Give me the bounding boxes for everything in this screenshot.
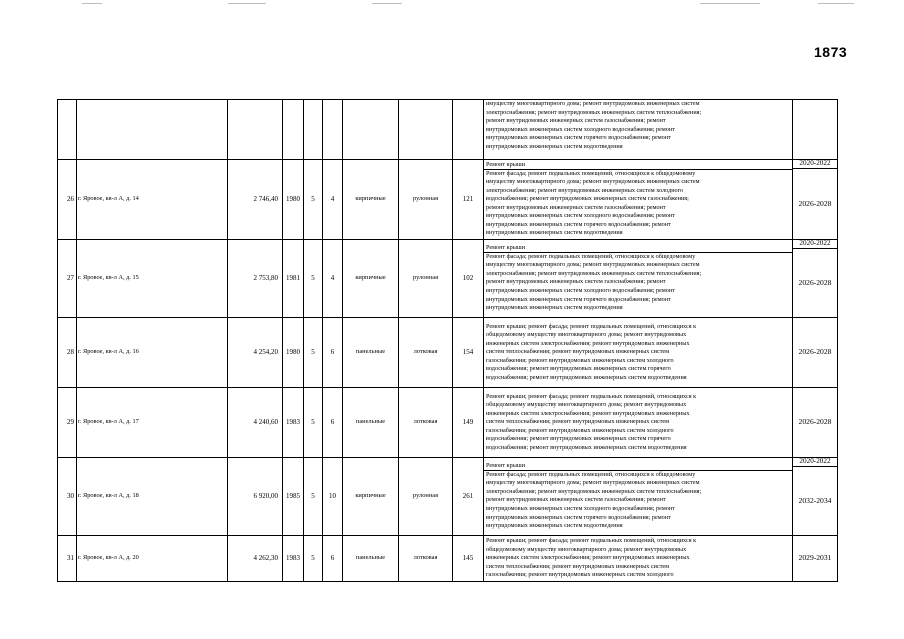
build-year: 1980 xyxy=(283,160,304,240)
table-row xyxy=(58,388,838,458)
repair-works-cell xyxy=(484,100,793,160)
floor-count: 5 xyxy=(304,388,323,458)
roof-repair-item: Ремонт крыши xyxy=(484,244,792,253)
repair-work-line: инженерных систем электроснабжения; ремонт внутридомовых инженерных xyxy=(486,554,690,562)
roof-repair-item: Ремонт крыши xyxy=(484,462,792,471)
repair-work-line: электроснабжения; ремонт внутридомовых инженерных систем теплоснабжения; xyxy=(486,269,702,277)
floor-count: 5 xyxy=(304,240,323,318)
repair-work-line: внутридомовых инженерных систем водоотведения xyxy=(486,304,623,312)
repair-works-cell xyxy=(484,536,793,582)
wall-material: кирпичные xyxy=(343,160,399,240)
house-address xyxy=(77,100,228,160)
repair-period-cell xyxy=(793,458,838,536)
roof-type: рулонная xyxy=(399,240,453,318)
entrance-count: 4 xyxy=(323,240,343,318)
wall-material: панельные xyxy=(343,318,399,388)
repair-period-cell xyxy=(793,100,838,160)
scan-noise-line xyxy=(82,3,102,4)
scan-noise-line xyxy=(700,3,760,4)
wall-material: панельные xyxy=(343,388,399,458)
row-number: 28 xyxy=(58,318,77,388)
repair-work-line: инженерных систем электроснабжения; ремонт внутридомовых инженерных xyxy=(486,339,690,347)
house-address: г. Яровое, кв-л А, д. 17 xyxy=(77,388,228,458)
repair-work-line: водоснабжения; ремонт внутридомовых инженерных систем водоотведения xyxy=(486,373,687,381)
repair-period-cell xyxy=(793,160,838,240)
floor-count: 5 xyxy=(304,160,323,240)
repair-work-line: имуществу многоквартирного дома; ремонт внутридомовых инженерных систем xyxy=(486,261,700,269)
table-row xyxy=(58,536,838,582)
house-address: г. Яровое, кв-л А, д. 15 xyxy=(77,240,228,318)
build-year xyxy=(283,100,304,160)
repair-work-line: водоснабжения; ремонт внутридомовых инженерных систем горячего xyxy=(486,435,671,443)
repair-period: 2032-2034 xyxy=(798,495,832,505)
repair-period-cell xyxy=(793,240,838,318)
floor-count: 5 xyxy=(304,318,323,388)
roof-type xyxy=(399,100,453,160)
build-year: 1981 xyxy=(283,240,304,318)
repair-work-line: ремонт внутридомовых инженерных систем газоснабжения; ремонт xyxy=(486,117,666,125)
entrance-count: 6 xyxy=(323,318,343,388)
repair-work-line: общедомовому имуществу многоквартирного дома; ремонт внутридомовых xyxy=(486,545,687,553)
repair-work-line: водоснабжения; ремонт внутридомовых инженерных систем водоотведения xyxy=(486,443,687,451)
page-number: 1873 xyxy=(814,44,848,60)
repair-work-line: внутридомовых инженерных систем водоотведения xyxy=(486,142,623,150)
apartment-count: 261 xyxy=(453,458,484,536)
total-area: 4 240,60 xyxy=(228,388,283,458)
apartment-count: 102 xyxy=(453,240,484,318)
repair-work-line: внутридомовых инженерных систем горячего водоснабжения; ремонт xyxy=(486,295,671,303)
roof-type: лотковая xyxy=(399,318,453,388)
house-address: г. Яровое, кв-л А, д. 14 xyxy=(77,160,228,240)
repair-period-cell: 2026-2028 xyxy=(793,318,838,388)
repair-work-line: Ремонт крыши; ремонт фасада; ремонт подвальных помещений, относящихся к xyxy=(486,322,697,330)
repair-work-line: Ремонт крыши; ремонт фасада; ремонт подвальных помещений, относящихся к xyxy=(486,392,697,400)
floor-count: 5 xyxy=(304,458,323,536)
build-year: 1983 xyxy=(283,388,304,458)
apartment-count xyxy=(453,100,484,160)
table-row xyxy=(58,318,838,388)
repair-works-cell xyxy=(484,240,793,318)
repair-work-line: электроснабжения; ремонт внутридомовых инженерных систем холодного xyxy=(486,186,684,194)
row-number: 30 xyxy=(58,458,77,536)
build-year: 1980 xyxy=(283,318,304,388)
repair-work-line: внутридомовых инженерных систем холодного водоснабжения; ремонт xyxy=(486,125,675,133)
entrance-count: 4 xyxy=(323,160,343,240)
repair-work-line: внутридомовых инженерных систем горячего водоснабжения; ремонт xyxy=(486,513,671,521)
repair-work-line: ремонт внутридомовых инженерных систем газоснабжения; ремонт xyxy=(486,496,666,504)
entrance-count: 6 xyxy=(323,388,343,458)
repair-works-cell xyxy=(484,458,793,536)
row-number: 31 xyxy=(58,536,77,582)
repair-period-cell: 2026-2028 xyxy=(793,388,838,458)
repair-work-line: внутридомовых инженерных систем горячего водоснабжения; ремонт xyxy=(486,134,671,142)
repair-work-line: общедомовому имуществу многоквартирного дома; ремонт внутридомовых xyxy=(486,401,687,409)
house-address: г. Яровое, кв-л А, д. 16 xyxy=(77,318,228,388)
row-number: 26 xyxy=(58,160,77,240)
total-area: 6 920,00 xyxy=(228,458,283,536)
apartment-count: 121 xyxy=(453,160,484,240)
repair-work-line: имуществу многоквартирного дома; ремонт внутридомовых инженерных систем xyxy=(486,178,700,186)
entrance-count: 10 xyxy=(323,458,343,536)
repair-works-cell xyxy=(484,160,793,240)
roof-repair-period: 2020-2022 xyxy=(793,240,837,249)
repair-work-line: систем теплоснабжения; ремонт внутридомовых инженерных систем xyxy=(486,562,670,570)
wall-material xyxy=(343,100,399,160)
entrance-count xyxy=(323,100,343,160)
repair-period: 2026-2028 xyxy=(798,198,832,208)
roof-repair-period: 2020-2022 xyxy=(793,458,837,467)
repair-work-line: водоснабжения; ремонт внутридомовых инженерных систем горячего xyxy=(486,365,671,373)
repair-work-line: ремонт внутридомовых инженерных систем газоснабжения; ремонт xyxy=(486,278,666,286)
table-row xyxy=(58,240,838,318)
repair-work-line: инженерных систем электроснабжения; ремонт внутридомовых инженерных xyxy=(486,409,690,417)
roof-type: рулонная xyxy=(399,160,453,240)
repair-work-line: водоснабжения; ремонт внутридомовых инженерных систем газоснабжения; xyxy=(486,195,689,203)
total-area: 2 746,40 xyxy=(228,160,283,240)
roof-repair-item: Ремонт крыши xyxy=(484,161,792,170)
total-area: 4 262,30 xyxy=(228,536,283,582)
row-number: 29 xyxy=(58,388,77,458)
total-area: 4 254,20 xyxy=(228,318,283,388)
table-row xyxy=(58,458,838,536)
scan-noise-line xyxy=(372,3,402,4)
repair-work-line: электроснабжения; ремонт внутридомовых инженерных систем теплоснабжения; xyxy=(486,108,702,116)
repair-work-line: систем теплоснабжения; ремонт внутридомовых инженерных систем xyxy=(486,348,670,356)
roof-repair-period: 2020-2022 xyxy=(793,160,837,169)
total-area xyxy=(228,100,283,160)
repair-work-line: внутридомовых инженерных систем водоотведения xyxy=(486,522,623,530)
repair-work-line: общедомовому имуществу многоквартирного дома; ремонт внутридомовых xyxy=(486,331,687,339)
house-address: г. Яровое, кв-л А, д. 18 xyxy=(77,458,228,536)
repair-work-line: Ремонт фасада; ремонт подвальных помещений, относящихся к общедомовому xyxy=(486,169,696,177)
table-row xyxy=(58,160,838,240)
repair-period-cell: 2029-2031 xyxy=(793,536,838,582)
apartment-count: 154 xyxy=(453,318,484,388)
repair-work-line: внутридомовых инженерных систем холодного водоснабжения; ремонт xyxy=(486,287,675,295)
table-row xyxy=(58,100,838,160)
repair-work-line: газоснабжения; ремонт внутридомовых инженерных систем холодного xyxy=(486,426,674,434)
wall-material: кирпичные xyxy=(343,458,399,536)
housing-repair-table xyxy=(57,99,838,582)
repair-works-cell xyxy=(484,318,793,388)
apartment-count: 149 xyxy=(453,388,484,458)
repair-work-line: имуществу многоквартирного дома; ремонт внутридомовых инженерных систем xyxy=(486,100,700,107)
repair-work-line: электроснабжения; ремонт внутридомовых инженерных систем теплоснабжения; xyxy=(486,487,702,495)
scan-noise-line xyxy=(228,3,266,4)
repair-work-line: внутридомовых инженерных систем горячего водоснабжения; ремонт xyxy=(486,220,671,228)
repair-work-line: внутридомовых инженерных систем водоотведения xyxy=(486,229,623,237)
wall-material: панельные xyxy=(343,536,399,582)
repair-work-line: Ремонт крыши; ремонт фасада; ремонт подвальных помещений, относящихся к xyxy=(486,537,697,545)
roof-type: лотковая xyxy=(399,388,453,458)
repair-work-line: газоснабжения; ремонт внутридомовых инженерных систем холодного xyxy=(486,571,674,579)
repair-period: 2026-2028 xyxy=(798,277,832,287)
repair-work-line: газоснабжения; ремонт внутридомовых инженерных систем холодного xyxy=(486,356,674,364)
row-number: 27 xyxy=(58,240,77,318)
repair-work-line: Ремонт фасада; ремонт подвальных помещений, относящихся к общедомовому xyxy=(486,470,696,478)
repair-work-line: имуществу многоквартирного дома; ремонт внутридомовых инженерных систем xyxy=(486,479,700,487)
wall-material: кирпичные xyxy=(343,240,399,318)
total-area: 2 753,80 xyxy=(228,240,283,318)
floor-count xyxy=(304,100,323,160)
floor-count: 5 xyxy=(304,536,323,582)
repair-work-line: внутридомовых инженерных систем холодного водоснабжения; ремонт xyxy=(486,212,675,220)
repair-works-cell xyxy=(484,388,793,458)
entrance-count: 6 xyxy=(323,536,343,582)
build-year: 1983 xyxy=(283,536,304,582)
repair-work-line: внутридомовых инженерных систем холодного водоснабжения; ремонт xyxy=(486,505,675,513)
repair-work-line: систем теплоснабжения; ремонт внутридомовых инженерных систем xyxy=(486,418,670,426)
row-number xyxy=(58,100,77,160)
repair-work-line: Ремонт фасада; ремонт подвальных помещений, относящихся к общедомовому xyxy=(486,252,696,260)
build-year: 1985 xyxy=(283,458,304,536)
house-address: г. Яровое, кв-л А, д. 20 xyxy=(77,536,228,582)
roof-type: рулонная xyxy=(399,458,453,536)
repair-work-line: ремонт внутридомовых инженерных систем газоснабжения; ремонт xyxy=(486,203,666,211)
scan-noise-line xyxy=(818,3,854,4)
roof-type: лотковая xyxy=(399,536,453,582)
apartment-count: 145 xyxy=(453,536,484,582)
